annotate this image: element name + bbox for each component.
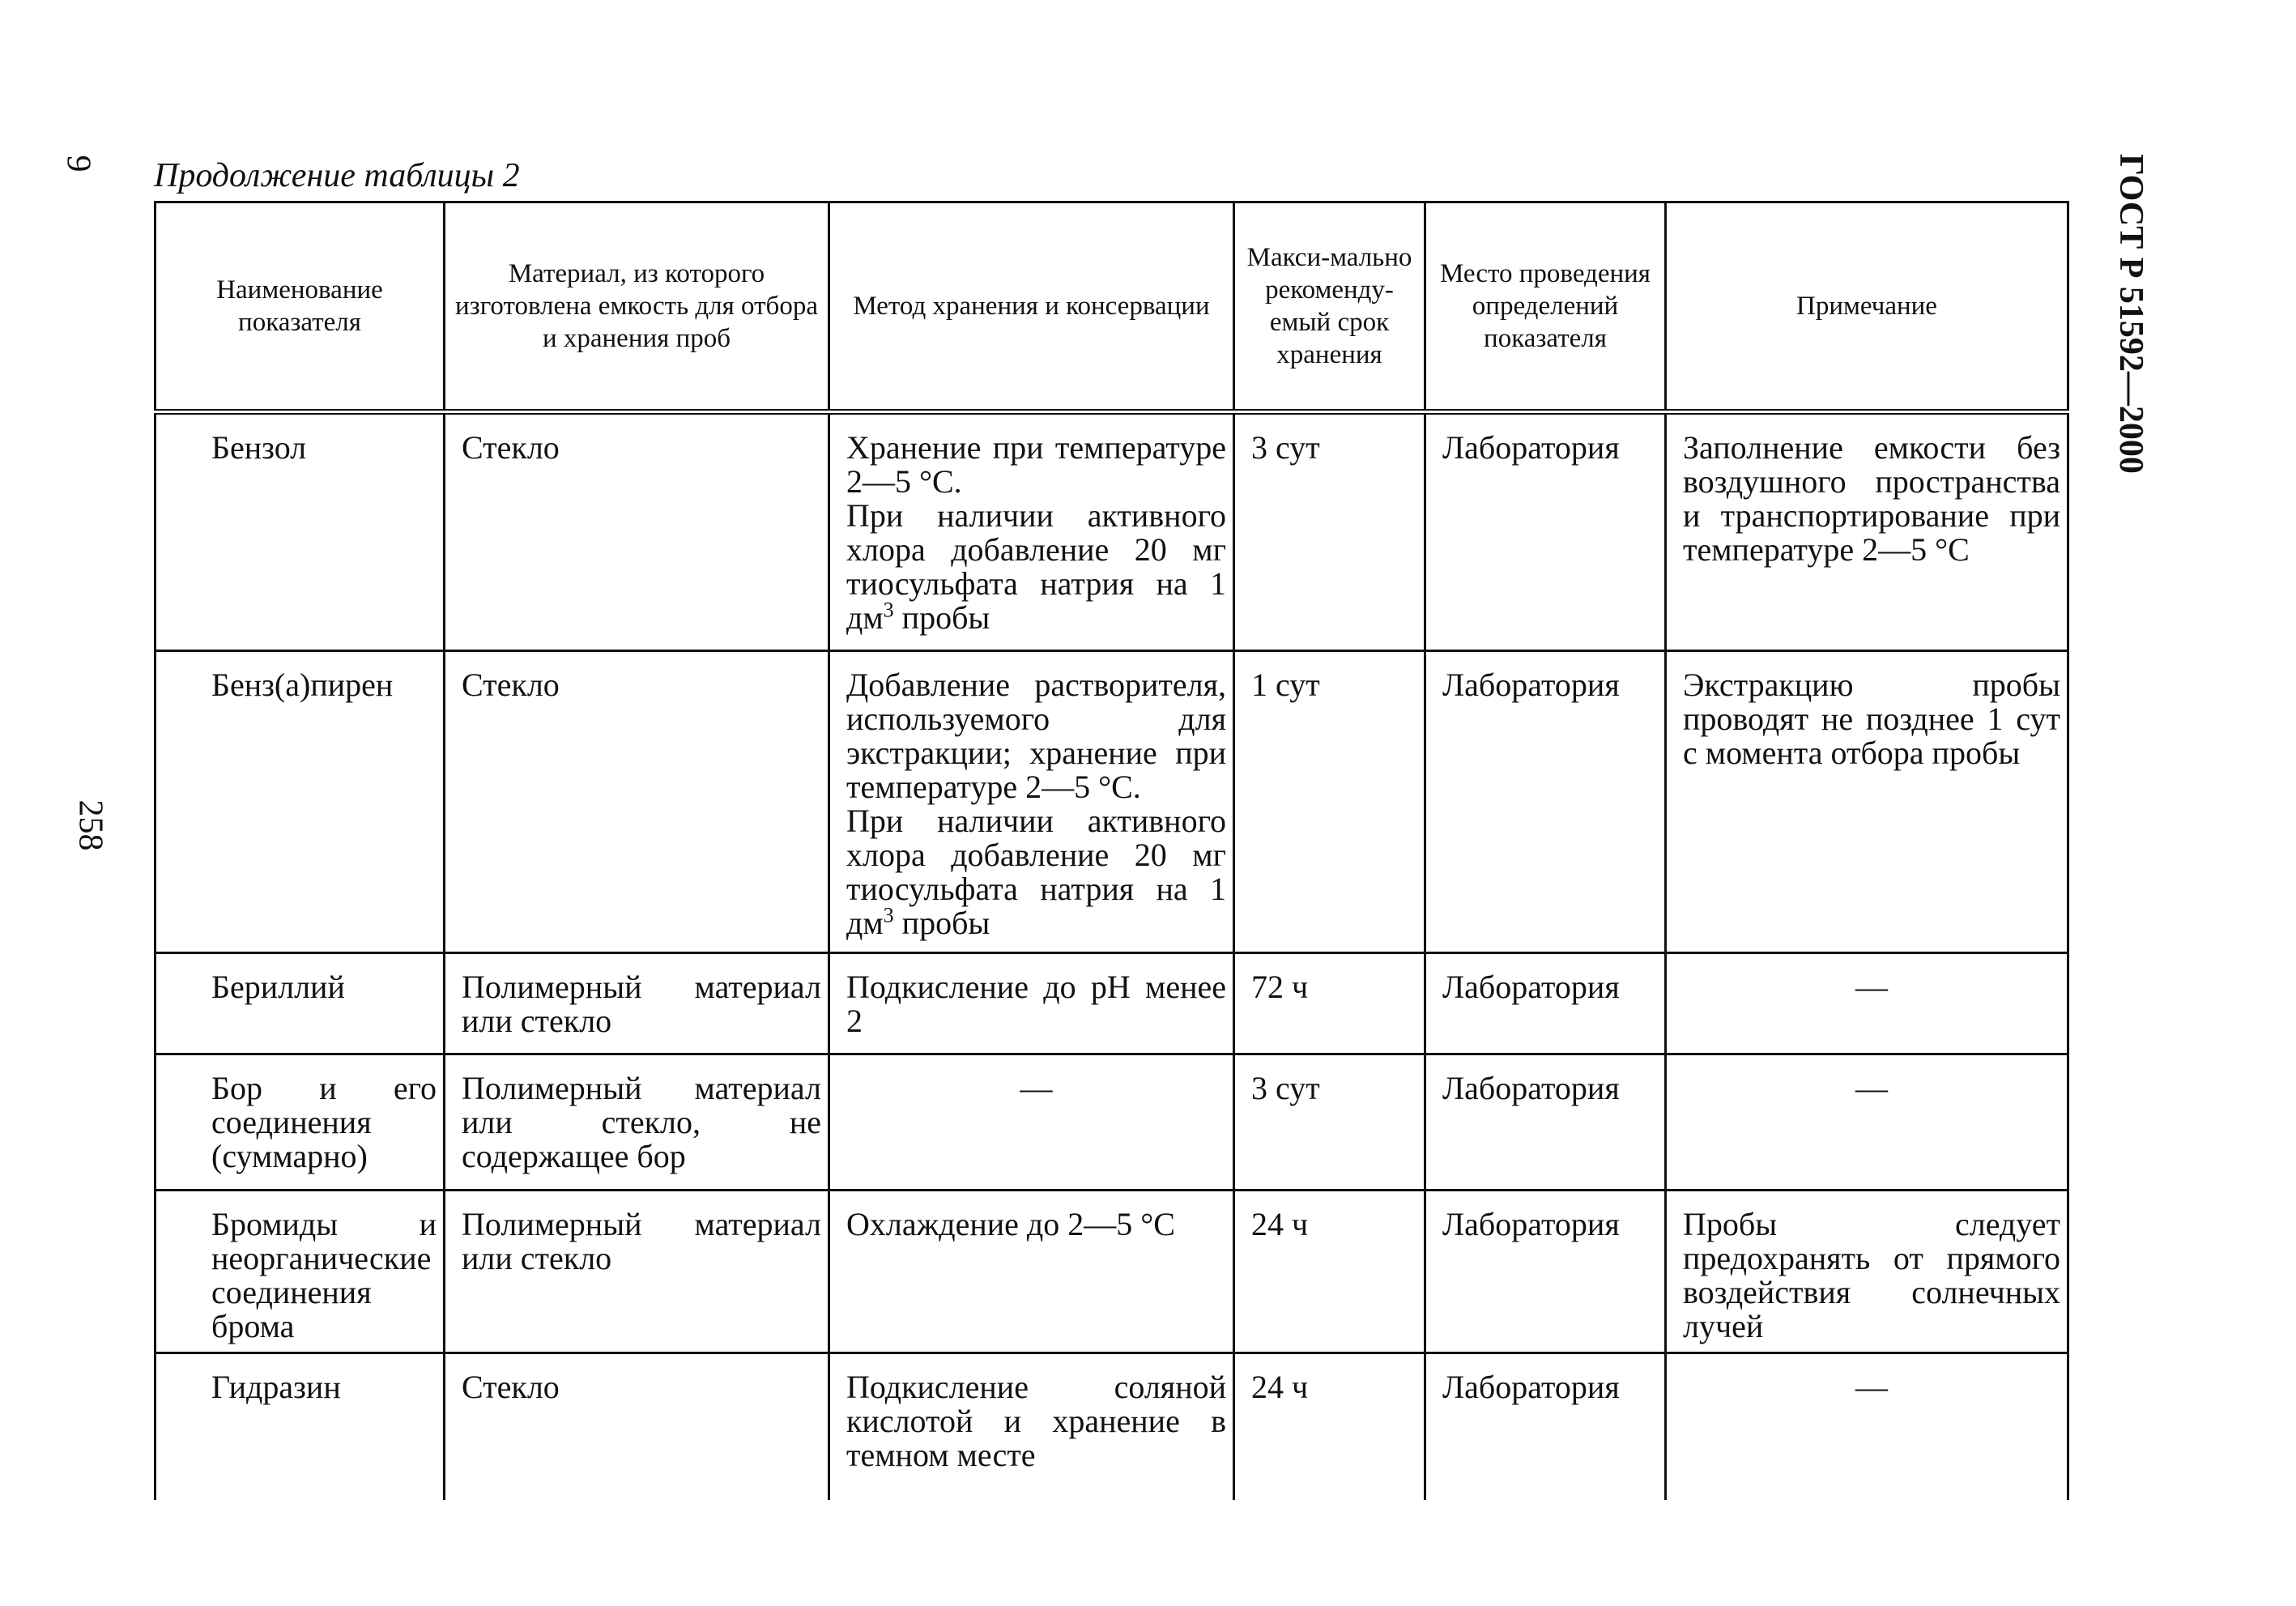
page-number-top: 9	[59, 155, 97, 173]
cell-material: Полимерный материал или стекло	[445, 953, 829, 1054]
method-superscript: 3	[883, 903, 894, 927]
page-number-side: 258	[71, 799, 109, 851]
cell-method: Подкисление соляной кислотой и хранение в темном месте	[829, 1353, 1234, 1501]
cell-name: Гидразин	[155, 1353, 445, 1501]
cell-note: Пробы следует предохранять от прямого воздействия солнечных лучей	[1666, 1191, 2068, 1353]
cell-place: Лаборатория	[1425, 412, 1666, 651]
cell-place: Лаборатория	[1425, 1191, 1666, 1353]
cell-term: 3 сут	[1234, 412, 1425, 651]
cell-term: 24 ч	[1234, 1353, 1425, 1501]
method-text-1: Добавление растворителя, используемого для экстракции; хранение при температуре 2—5 °С.	[846, 667, 1226, 805]
method-text-2-tail: пробы	[893, 599, 990, 636]
method-text-2-main: При наличии активного хлора добавление 20 мг тиосульфата натрия на 1 дм	[846, 497, 1226, 636]
cell-method: —	[829, 1054, 1234, 1191]
cell-name: Бенз(а)пирен	[155, 651, 445, 953]
table-row	[155, 953, 2068, 1054]
cell-term: 72 ч	[1234, 953, 1425, 1054]
table-header-row	[155, 202, 2068, 412]
header-determination-place: Место проведения определений показателя	[1425, 202, 1666, 412]
header-indicator-name: Наименование показателя	[155, 202, 445, 412]
cell-name: Бензол	[155, 412, 445, 651]
cell-place: Лаборатория	[1425, 953, 1666, 1054]
cell-note: Заполнение емкости без воздушного пространства и транспортирование при температуре 2—5 °С	[1666, 412, 2068, 651]
cell-note: Экстракцию пробы проводят не позднее 1 сут с момента отбора пробы	[1666, 651, 2068, 953]
cell-place: Лаборатория	[1425, 1353, 1666, 1501]
cell-method	[829, 651, 1234, 953]
cell-note: —	[1666, 1054, 2068, 1191]
method-text-2-tail: пробы	[893, 905, 990, 941]
cell-material: Стекло	[445, 651, 829, 953]
table-caption: Продолжение таблицы 2	[154, 157, 520, 194]
method-text-1: Хранение при температуре 2—5 °С.	[846, 429, 1226, 500]
table-row	[155, 1054, 2068, 1191]
cell-place: Лаборатория	[1425, 1054, 1666, 1191]
method-superscript: 3	[883, 598, 894, 622]
standard-label-container	[2112, 154, 2296, 474]
table-row	[155, 1191, 2068, 1353]
table-row	[155, 651, 2068, 953]
cell-method	[829, 412, 1234, 651]
data-table	[154, 201, 2069, 1500]
cell-note: —	[1666, 953, 2068, 1054]
header-note: Примечание	[1666, 202, 2068, 412]
cell-term: 1 сут	[1234, 651, 1425, 953]
cell-material: Стекло	[445, 412, 829, 651]
method-text-2	[846, 499, 1226, 635]
table-row	[155, 412, 2068, 651]
table-row	[155, 1353, 2068, 1501]
cell-method: Охлаждение до 2—5 °С	[829, 1191, 1234, 1353]
cell-term: 24 ч	[1234, 1191, 1425, 1353]
cell-place: Лаборатория	[1425, 651, 1666, 953]
standard-label: ГОСТ Р 51592—2000	[2112, 154, 2149, 474]
cell-material: Стекло	[445, 1353, 829, 1501]
cell-material: Полимерный материал или стекло, не содержащее бор	[445, 1054, 829, 1191]
header-container-material: Материал, из которого изготовлена емкость для отбора и хранения проб	[445, 202, 829, 412]
cell-material: Полимерный материал или стекло	[445, 1191, 829, 1353]
cell-name: Бериллий	[155, 953, 445, 1054]
method-text-2	[846, 804, 1226, 940]
cell-note: —	[1666, 1353, 2068, 1501]
header-max-storage-term: Макси-мально рекоменду-емый срок хранения	[1234, 202, 1425, 412]
cell-name: Бромиды и неорганические соединения брома	[155, 1191, 445, 1353]
cell-method: Подкисление до рН менее 2	[829, 953, 1234, 1054]
cell-name: Бор и его соединения (суммарно)	[155, 1054, 445, 1191]
method-text-2-main: При наличии активного хлора добавление 20 мг тиосульфата натрия на 1 дм	[846, 803, 1226, 941]
cell-term: 3 сут	[1234, 1054, 1425, 1191]
header-storage-method: Метод хранения и консервации	[829, 202, 1234, 412]
